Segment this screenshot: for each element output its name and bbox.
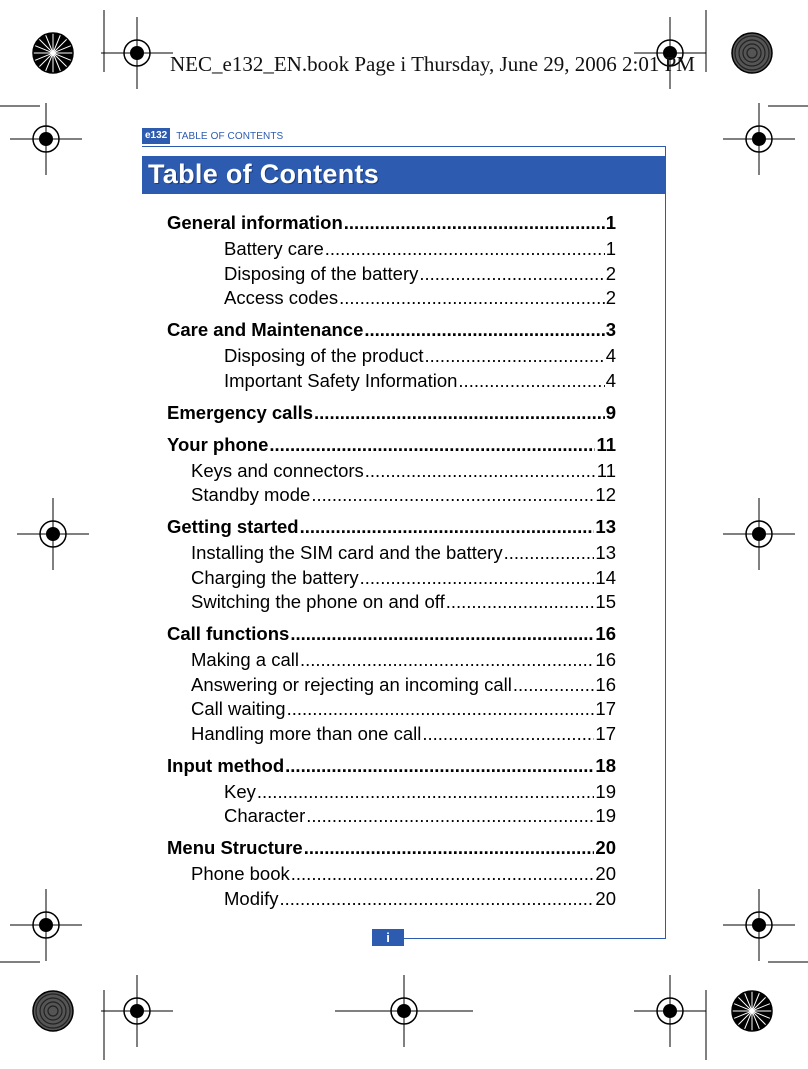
toc-leader-dots xyxy=(287,698,595,720)
toc-entry-title: Disposing of the product xyxy=(224,345,424,366)
toc-entry-page: 2 xyxy=(605,287,616,308)
toc-entry-title: Call functions xyxy=(167,623,290,644)
section-header xyxy=(142,128,283,144)
toc-entry-title: Battery care xyxy=(224,238,324,259)
toc-entry-page: 4 xyxy=(605,345,616,366)
crosshair-bottom-left xyxy=(101,975,173,1047)
toc-leader-dots xyxy=(314,402,605,424)
toc-leader-dots xyxy=(311,484,594,506)
crosshair-left-lower xyxy=(10,889,82,961)
title-bar xyxy=(142,156,666,194)
toc-leader-dots xyxy=(364,319,604,341)
toc-entry-page: 17 xyxy=(595,722,616,744)
toc-leader-dots xyxy=(325,238,605,260)
toc-entry[interactable] xyxy=(191,698,616,720)
toc-entry-page: 20 xyxy=(595,863,616,884)
toc-entry-page: 16 xyxy=(595,623,616,644)
toc-entry-page: 13 xyxy=(595,542,616,563)
toc-entry-title: Getting started xyxy=(167,516,299,537)
toc-entry-page: 15 xyxy=(595,591,616,612)
toc-entry-title: Installing the SIM card and the battery xyxy=(191,542,503,563)
toc-entry-page: 11 xyxy=(596,459,616,481)
toc-entry-title: Call waiting xyxy=(191,698,286,719)
toc-leader-dots xyxy=(291,863,595,885)
toc-entry[interactable] xyxy=(167,212,616,234)
toc-entry-page: 16 xyxy=(595,649,616,670)
toc-entry-page: 1 xyxy=(605,212,616,233)
print-slug-line: NEC_e132_EN.book Page i Thursday, June 29, 2006 2:01 PM xyxy=(170,52,695,76)
toc-entry-page: 20 xyxy=(595,887,616,909)
toc-entry[interactable] xyxy=(191,567,616,589)
toc-entry-title: Your phone xyxy=(167,433,269,455)
toc-entry-title: Answering or rejecting an incoming call xyxy=(191,673,512,695)
toc-entry[interactable] xyxy=(191,674,616,696)
toc-entry-title: Care and Maintenance xyxy=(167,319,364,340)
toc-entry-title: Key xyxy=(224,780,256,802)
toc-entry[interactable] xyxy=(167,434,616,456)
toc-leader-dots xyxy=(360,567,595,589)
toc-entry-title: Standby mode xyxy=(191,484,311,505)
toc-entry[interactable] xyxy=(191,863,616,885)
toc-entry-page: 4 xyxy=(605,369,616,391)
toc-leader-dots xyxy=(504,542,595,564)
toc-entry-page: 9 xyxy=(605,401,616,423)
toc-entry-page: 3 xyxy=(605,319,616,340)
toc-entry[interactable] xyxy=(224,263,616,285)
toc-leader-dots xyxy=(290,623,594,645)
toc-leader-dots xyxy=(285,755,594,777)
crosshair-right-upper xyxy=(723,103,795,175)
toc-entry-title: Charging the battery xyxy=(191,566,359,588)
toc-entry-page: 1 xyxy=(605,238,616,259)
toc-leader-dots xyxy=(458,370,604,392)
toc-entry-page: 19 xyxy=(595,805,616,826)
toc-leader-dots xyxy=(365,460,596,482)
toc-entry-title: General information xyxy=(167,212,343,233)
toc-leader-dots xyxy=(339,287,605,309)
toc-entry-page: 17 xyxy=(595,698,616,719)
toc-entry-page: 2 xyxy=(605,262,616,284)
toc-entry-title: Handling more than one call xyxy=(191,722,422,744)
toc-entry[interactable] xyxy=(224,888,616,910)
toc-entry-title: Disposing of the battery xyxy=(224,262,419,284)
toc-entry-title: Switching the phone on and off xyxy=(191,591,445,612)
toc-leader-dots xyxy=(300,516,595,538)
toc-entry-title: Keys and connectors xyxy=(191,459,364,481)
toc-entry[interactable] xyxy=(167,755,616,777)
toc-entry[interactable] xyxy=(191,649,616,671)
toc-entry-page: 18 xyxy=(595,754,616,776)
rings-mark-bottom-left xyxy=(33,991,73,1031)
toc-entry[interactable] xyxy=(224,370,616,392)
toc-entry[interactable] xyxy=(191,591,616,613)
toc-entry[interactable] xyxy=(167,402,616,424)
toc-entry-page: 13 xyxy=(595,516,616,537)
toc-entry-title: Character xyxy=(224,805,306,826)
toc-leader-dots xyxy=(344,212,605,234)
toc-entry[interactable] xyxy=(224,805,616,827)
toc-entry-page: 11 xyxy=(596,433,616,455)
toc-entry[interactable] xyxy=(167,319,616,341)
toc-leader-dots xyxy=(300,649,594,671)
crosshair-right-lower xyxy=(723,889,795,961)
toc-entry[interactable] xyxy=(167,837,616,859)
toc-entry[interactable] xyxy=(224,238,616,260)
toc-entry-page: 16 xyxy=(595,673,616,695)
toc-leader-dots xyxy=(257,781,595,803)
rings-mark-top-right xyxy=(732,33,772,73)
toc-entry-title: Phone book xyxy=(191,863,290,884)
sunburst-mark-top-left xyxy=(33,33,73,73)
crosshair-left-middle xyxy=(17,498,89,570)
sunburst-mark-bottom-right xyxy=(732,991,772,1031)
toc-leader-dots xyxy=(269,434,595,456)
toc-leader-dots xyxy=(513,674,595,696)
toc-entry-title: Input method xyxy=(167,754,285,776)
toc-entry[interactable] xyxy=(167,516,616,538)
frame-right-rule xyxy=(665,146,666,938)
frame-bottom-rule xyxy=(404,938,666,939)
toc-leader-dots xyxy=(306,805,594,827)
toc-leader-dots xyxy=(446,591,595,613)
toc-entry[interactable] xyxy=(191,723,616,745)
toc-entry[interactable] xyxy=(167,623,616,645)
toc-entry-title: Access codes xyxy=(224,287,339,308)
toc-entry-title: Menu Structure xyxy=(167,837,303,858)
frame-top-rule xyxy=(142,146,666,147)
toc-leader-dots xyxy=(422,723,594,745)
toc-entry-title: Modify xyxy=(224,887,279,909)
toc-entry-page: 12 xyxy=(595,484,616,505)
crosshair-top-left xyxy=(101,17,173,89)
crosshair-left-upper xyxy=(10,103,82,175)
model-badge: e132 xyxy=(142,128,170,144)
toc-leader-dots xyxy=(304,837,595,859)
toc-entry-title: Making a call xyxy=(191,649,299,670)
toc-entry-page: 14 xyxy=(595,566,616,588)
toc-entry-title: Important Safety Information xyxy=(224,369,458,391)
section-label: TABLE OF CONTENTS xyxy=(176,130,284,142)
toc-entry[interactable] xyxy=(224,781,616,803)
toc-entry[interactable] xyxy=(191,484,616,506)
toc-entry[interactable] xyxy=(191,460,616,482)
toc-leader-dots xyxy=(280,888,595,910)
toc-entry[interactable] xyxy=(224,345,616,367)
toc-leader-dots xyxy=(425,345,605,367)
crosshair-right-middle xyxy=(723,498,795,570)
toc-entry-page: 19 xyxy=(595,780,616,802)
crosshair-bottom-right xyxy=(634,975,706,1047)
toc-leader-dots xyxy=(419,263,604,285)
toc-entry-title: Emergency calls xyxy=(167,401,314,423)
page-number: i xyxy=(372,929,404,946)
toc-entry-page: 20 xyxy=(595,837,616,858)
toc-entry[interactable] xyxy=(224,287,616,309)
page-title: Table of Contents xyxy=(148,159,380,189)
toc-entry[interactable] xyxy=(191,542,616,564)
